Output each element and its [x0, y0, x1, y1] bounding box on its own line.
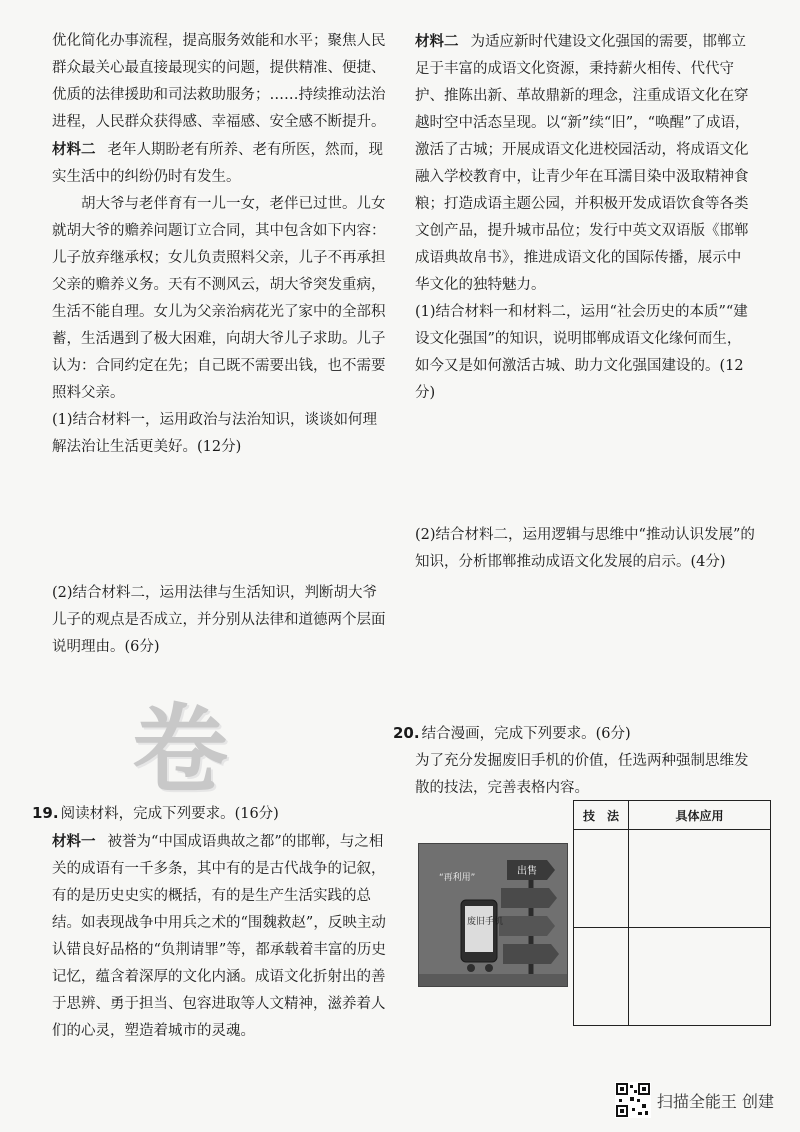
- footer-brand: 扫描全能王 创建: [656, 1091, 774, 1111]
- right-material-2-text: 为适应新时代建设文化强国的需要，邯郸立足于丰富的成语文化资源，秉持薪火相传、代代守护、推陈出新、革故鼎新的理念，注重成语文化在穿越时空中活态呈现。以“新”续“旧”，“唤醒”了成语，激活了古城；开展成语文化进校园活动，将成语文化融入学校教育中，让青少年在耳濡目染中汲取精神食粮；打造成语主题公园，并积极开发成语饮食等各类文创产品，提升城市品位；发行中英文双语版《邯郸成语典故帛书》，推进成语文化的国际传播，展示中华文化的独特魅力。: [415, 34, 750, 293]
- question-19-material-1: [32, 828, 388, 1045]
- right-material-2-label: 材料二: [415, 33, 459, 50]
- left-question-1: (1)结合材料一，运用政治与法治知识，谈谈如何理解法治让生活更美好。(12分): [52, 412, 378, 455]
- left-column: [52, 28, 387, 461]
- question-19-number: 19.: [32, 804, 59, 822]
- question-19-title: [32, 800, 388, 828]
- right-material-2: [415, 28, 755, 299]
- cartoon-drawing: [419, 844, 567, 986]
- question-20-title: [393, 720, 755, 748]
- left-paragraph-3: 胡大爷与老伴育有一儿一女，老伴已过世。儿女就胡大爷的赡养问题订立合同，其中包含如下内容：儿子放弃继承权；女儿负责照料父亲，儿子不再承担父亲的赡养义务。天有不测风云，胡大爷突发重病，生活不能自理。女儿为父亲治病花光了家中的全部积蓄，生活遇到了极大困难，向胡大爷儿子求助。儿子认为：合同约定在先；自己既不需要出钱，也不需要照料父亲。: [52, 196, 386, 401]
- material-1-label: 材料一: [52, 833, 96, 850]
- table-row: [574, 928, 771, 1026]
- right-question-2-block: [415, 522, 755, 576]
- cartoon-sign-sell: 出售: [517, 866, 537, 877]
- cartoon-hint: “再利用”: [439, 873, 476, 883]
- table-cell-application-2[interactable]: [629, 928, 771, 1026]
- question-20-body: 为了充分发掘废旧手机的价值，任选两种强制思维发散的技法，完善表格内容。: [415, 753, 749, 796]
- right-question-1: (1)结合材料一和材料二，运用“社会历史的本质”“建设文化强国”的知识，说明邯郸成语文化缘何而生，如今又是如何激活古城、助力文化强国建设的。(12分): [415, 304, 748, 401]
- right-question-2: (2)结合材料二，运用逻辑与思维中“推动认识发展”的知识，分析邯郸推动成语文化发展的启示。(4分): [415, 527, 755, 570]
- table-header-method: 技 法: [574, 801, 629, 830]
- material-2-text: 老年人期盼老有所养、老有所医，然而，现实生活中的纠纷仍时有发生。: [52, 142, 383, 185]
- footer: [615, 1082, 774, 1118]
- left-material-2: [52, 136, 387, 191]
- left-question-2: (2)结合材料二，运用法律与生活知识，判断胡大爷儿子的观点是否成立，并分别从法律和道德两个层面说明理由。(6分): [52, 585, 386, 655]
- table-header-application: 具体应用: [629, 801, 771, 830]
- question-19-block: [32, 800, 388, 1045]
- left-paragraph-1: 优化简化办事流程，提高服务效能和水平；聚焦人民群众最关心最直接最现实的问题，提供精准、便捷、优质的法律援助和司法救助服务；……持续推动法治进程，人民群众获得感、幸福感、安全感不断提升。: [52, 33, 386, 130]
- question-20-text: 结合漫画，完成下列要求。(6分): [421, 726, 631, 742]
- table-cell-method-2[interactable]: [574, 928, 629, 1026]
- material-2-label: 材料二: [52, 141, 96, 158]
- method-table: [573, 800, 771, 1026]
- cartoon-image: [418, 843, 568, 987]
- watermark-char: 卷: [132, 694, 228, 806]
- material-1-text: 被誉为“中国成语典故之都”的邯郸，与之相关的成语有一千多条，其中有的是古代战争的记叙，有的是历史史实的概括，有的是生产生活实践的总结。如表现战争中用兵之术的“围魏救赵”，反映主动认错良好品格的“负荆请罪”等，都承载着丰富的历史记忆，蕴含着深厚的文化内涵。成语文化折射出的善于思辨、勇于担当、包容进取等人文精神，滋养着人们的心灵，塑造着城市的灵魂。: [52, 834, 386, 1039]
- table-cell-method-1[interactable]: [574, 830, 629, 928]
- left-question-2-block: [52, 580, 387, 661]
- right-column: [415, 28, 755, 407]
- question-19-text: 阅读材料，完成下列要求。(16分): [60, 806, 279, 822]
- qr-code-icon: [615, 1082, 651, 1118]
- table-header-row: [574, 801, 771, 830]
- table-row: [574, 830, 771, 928]
- table-cell-application-1[interactable]: [629, 830, 771, 928]
- question-20-number: 20.: [393, 724, 420, 742]
- cartoon-phone-label: 废旧手机: [467, 917, 504, 927]
- question-20-block: [393, 720, 755, 802]
